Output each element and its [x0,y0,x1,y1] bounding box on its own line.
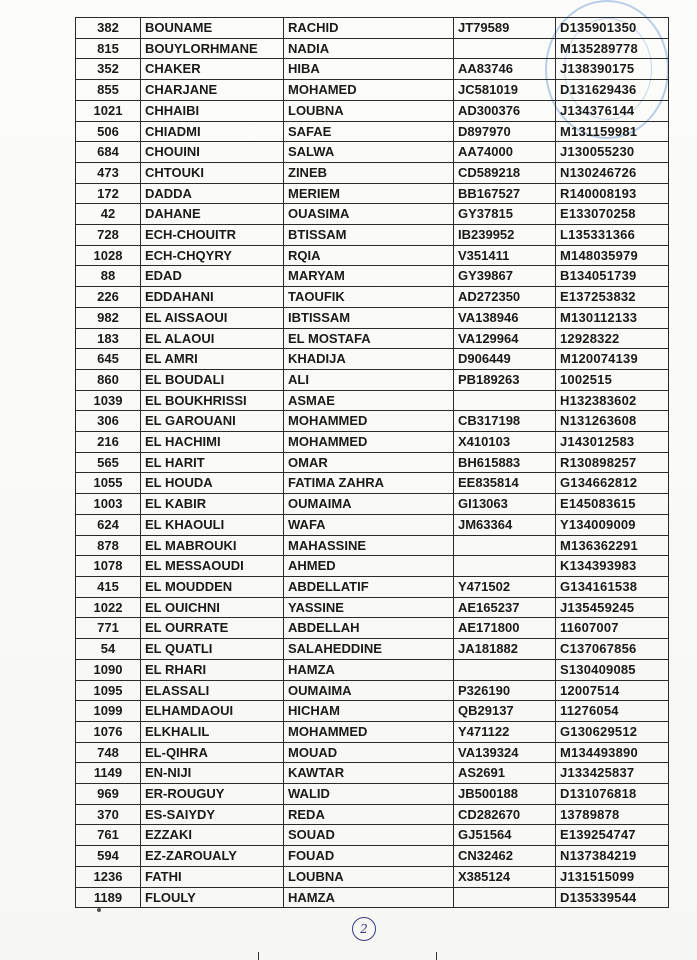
first-name-cell: MAHASSINE [284,535,454,556]
code-number-cell: M131159981 [556,121,669,142]
last-name-cell: EL GAROUANI [141,411,284,432]
row-number-cell: 1149 [76,763,141,784]
first-name-cell: OMAR [284,452,454,473]
id-number-cell: BB167527 [454,183,556,204]
id-number-cell: JA181882 [454,639,556,660]
code-number-cell: D135901350 [556,18,669,39]
code-number-cell: Y134009009 [556,514,669,535]
first-name-cell: TAOUFIK [284,287,454,308]
last-name-cell: DAHANE [141,204,284,225]
row-number-cell: 1028 [76,245,141,266]
last-name-cell: ECH-CHOUITR [141,225,284,246]
last-name-cell: CHAKER [141,59,284,80]
id-number-cell: VA139324 [454,742,556,763]
row-number-cell: 1022 [76,597,141,618]
id-number-cell: EE835814 [454,473,556,494]
first-name-cell: YASSINE [284,597,454,618]
id-number-cell: GJ51564 [454,825,556,846]
table-row [76,701,669,722]
table-row [76,183,669,204]
first-name-cell: LOUBNA [284,866,454,887]
last-name-cell: CHTOUKI [141,162,284,183]
first-name-cell: RQIA [284,245,454,266]
row-number-cell: 1078 [76,556,141,577]
id-number-cell: GY37815 [454,204,556,225]
code-number-cell: M130112133 [556,307,669,328]
last-name-cell: ER-ROUGUY [141,784,284,805]
id-number-cell: CD282670 [454,804,556,825]
last-name-cell: EL HOUDA [141,473,284,494]
table-row [76,287,669,308]
id-number-cell: V351411 [454,245,556,266]
last-name-cell: BOUNAME [141,18,284,39]
table-row [76,556,669,577]
last-name-cell: EDDAHANI [141,287,284,308]
first-name-cell: ABDELLAH [284,618,454,639]
row-number-cell: 878 [76,535,141,556]
last-name-cell: FATHI [141,866,284,887]
row-number-cell: 815 [76,38,141,59]
code-number-cell: M134493890 [556,742,669,763]
id-number-cell [454,390,556,411]
code-number-cell: J135459245 [556,597,669,618]
last-name-cell: EL OURRATE [141,618,284,639]
code-number-cell: N131263608 [556,411,669,432]
code-number-cell: M135289778 [556,38,669,59]
code-number-cell: B134051739 [556,266,669,287]
last-name-cell: BOUYLORHMANE [141,38,284,59]
id-number-cell [454,659,556,680]
last-name-cell: EL ALAOUI [141,328,284,349]
last-name-cell: EZ-ZAROUALY [141,846,284,867]
row-number-cell: 728 [76,225,141,246]
code-number-cell: K134393983 [556,556,669,577]
last-name-cell: EL-QIHRA [141,742,284,763]
candidate-roster-table [75,17,669,908]
row-number-cell: 969 [76,784,141,805]
row-number-cell: 1003 [76,494,141,515]
id-number-cell: P326190 [454,680,556,701]
last-name-cell: ES-SAIYDY [141,804,284,825]
first-name-cell: ALI [284,369,454,390]
table-row [76,535,669,556]
last-name-cell: EL MABROUKI [141,535,284,556]
first-name-cell: BTISSAM [284,225,454,246]
id-number-cell: AE171800 [454,618,556,639]
last-name-cell: EL KHAOULI [141,514,284,535]
id-number-cell: CB317198 [454,411,556,432]
row-number-cell: 1095 [76,680,141,701]
table-row [76,618,669,639]
row-number-cell: 982 [76,307,141,328]
code-number-cell: 11607007 [556,618,669,639]
code-number-cell: C137067856 [556,639,669,660]
first-name-cell: HIBA [284,59,454,80]
table-row [76,680,669,701]
first-name-cell: EL MOSTAFA [284,328,454,349]
first-name-cell: REDA [284,804,454,825]
table-row [76,328,669,349]
code-number-cell: 12007514 [556,680,669,701]
table-row [76,784,669,805]
first-name-cell: MARYAM [284,266,454,287]
id-number-cell: CN32462 [454,846,556,867]
table-row [76,432,669,453]
code-number-cell: G134662812 [556,473,669,494]
table-row [76,576,669,597]
id-number-cell [454,887,556,908]
id-number-cell: Y471122 [454,721,556,742]
row-number-cell: 1076 [76,721,141,742]
row-number-cell: 594 [76,846,141,867]
first-name-cell: OUMAIMA [284,680,454,701]
row-number-cell: 565 [76,452,141,473]
first-name-cell: MOHAMED [284,80,454,101]
code-number-cell: E145083615 [556,494,669,515]
last-name-cell: EL RHARI [141,659,284,680]
first-name-cell: WALID [284,784,454,805]
id-number-cell: VA129964 [454,328,556,349]
id-number-cell: IB239952 [454,225,556,246]
code-number-cell: E139254747 [556,825,669,846]
id-number-cell: PB189263 [454,369,556,390]
last-name-cell: CHHAIBI [141,100,284,121]
id-number-cell: VA138946 [454,307,556,328]
first-name-cell: MOUAD [284,742,454,763]
id-number-cell: X410103 [454,432,556,453]
first-name-cell: NADIA [284,38,454,59]
code-number-cell: D131629436 [556,80,669,101]
table-row [76,494,669,515]
row-number-cell: 415 [76,576,141,597]
ink-dot [97,908,101,912]
table-row [76,162,669,183]
last-name-cell: EL QUATLI [141,639,284,660]
id-number-cell: X385124 [454,866,556,887]
code-number-cell: J143012583 [556,432,669,453]
last-name-cell: EL AISSAOUI [141,307,284,328]
id-number-cell [454,535,556,556]
id-number-cell: JT79589 [454,18,556,39]
row-number-cell: 473 [76,162,141,183]
first-name-cell: OUASIMA [284,204,454,225]
code-number-cell: D135339544 [556,887,669,908]
table-row [76,597,669,618]
last-name-cell: EZZAKI [141,825,284,846]
code-number-cell: 13789878 [556,804,669,825]
id-number-cell: Y471502 [454,576,556,597]
id-number-cell: JB500188 [454,784,556,805]
first-name-cell: FOUAD [284,846,454,867]
last-name-cell: ELKHALIL [141,721,284,742]
row-number-cell: 306 [76,411,141,432]
last-name-cell: EL HACHIMI [141,432,284,453]
id-number-cell: AA83746 [454,59,556,80]
id-number-cell: AD300376 [454,100,556,121]
last-name-cell: CHARJANE [141,80,284,101]
table-row [76,452,669,473]
row-number-cell: 684 [76,142,141,163]
code-number-cell: M120074139 [556,349,669,370]
table-row [76,369,669,390]
first-name-cell: SOUAD [284,825,454,846]
table-row [76,804,669,825]
last-name-cell: EL KABIR [141,494,284,515]
table-row [76,390,669,411]
last-name-cell: EN-NIJI [141,763,284,784]
table-row [76,307,669,328]
row-number-cell: 382 [76,18,141,39]
table-row [76,38,669,59]
code-number-cell: J138390175 [556,59,669,80]
code-number-cell: G134161538 [556,576,669,597]
last-name-cell: EL BOUDALI [141,369,284,390]
row-number-cell: 226 [76,287,141,308]
last-name-cell: EL BOUKHRISSI [141,390,284,411]
table-row [76,721,669,742]
row-number-cell: 1039 [76,390,141,411]
id-number-cell: QB29137 [454,701,556,722]
first-name-cell: HICHAM [284,701,454,722]
last-name-cell: ECH-CHQYRY [141,245,284,266]
first-name-cell: AHMED [284,556,454,577]
table-row [76,846,669,867]
last-name-cell: EL OUICHNI [141,597,284,618]
code-number-cell: H132383602 [556,390,669,411]
id-number-cell [454,38,556,59]
row-number-cell: 771 [76,618,141,639]
table-row [76,639,669,660]
first-name-cell: SAFAE [284,121,454,142]
table-row [76,142,669,163]
first-name-cell: HAMZA [284,659,454,680]
table-row [76,742,669,763]
first-name-cell: OUMAIMA [284,494,454,515]
row-number-cell: 183 [76,328,141,349]
code-number-cell: 1002515 [556,369,669,390]
id-number-cell: AD272350 [454,287,556,308]
row-number-cell: 370 [76,804,141,825]
last-name-cell: EDAD [141,266,284,287]
code-number-cell: E133070258 [556,204,669,225]
row-number-cell: 748 [76,742,141,763]
first-name-cell: LOUBNA [284,100,454,121]
first-name-cell: HAMZA [284,887,454,908]
first-name-cell: WAFA [284,514,454,535]
table-row [76,225,669,246]
row-number-cell: 1055 [76,473,141,494]
last-name-cell: CHIADMI [141,121,284,142]
code-number-cell: L135331366 [556,225,669,246]
id-number-cell: JM63364 [454,514,556,535]
id-number-cell: D897970 [454,121,556,142]
code-number-cell: N137384219 [556,846,669,867]
table-row [76,887,669,908]
code-number-cell: J133425837 [556,763,669,784]
last-name-cell: ELHAMDAOUI [141,701,284,722]
id-number-cell: AE165237 [454,597,556,618]
code-number-cell: S130409085 [556,659,669,680]
id-number-cell: GI13063 [454,494,556,515]
table-row [76,18,669,39]
first-name-cell: KHADIJA [284,349,454,370]
id-number-cell: CD589218 [454,162,556,183]
row-number-cell: 645 [76,349,141,370]
table-row [76,349,669,370]
id-number-cell: JC581019 [454,80,556,101]
first-name-cell: SALWA [284,142,454,163]
first-name-cell: ZINEB [284,162,454,183]
row-number-cell: 761 [76,825,141,846]
row-number-cell: 216 [76,432,141,453]
first-name-cell: SALAHEDDINE [284,639,454,660]
row-number-cell: 172 [76,183,141,204]
code-number-cell: J130055230 [556,142,669,163]
id-number-cell: BH615883 [454,452,556,473]
last-name-cell: DADDA [141,183,284,204]
row-number-cell: 860 [76,369,141,390]
roster-body [76,18,669,908]
row-number-cell: 1189 [76,887,141,908]
table-row [76,245,669,266]
first-name-cell: IBTISSAM [284,307,454,328]
row-number-cell: 352 [76,59,141,80]
row-number-cell: 1236 [76,866,141,887]
last-name-cell: FLOULY [141,887,284,908]
page-number: 2 [352,917,376,941]
code-number-cell: G130629512 [556,721,669,742]
first-name-cell: ABDELLATIF [284,576,454,597]
last-name-cell: EL AMRI [141,349,284,370]
code-number-cell: M136362291 [556,535,669,556]
table-row [76,59,669,80]
table-row [76,80,669,101]
first-name-cell: MOHAMMED [284,411,454,432]
edge-tick-mark [258,952,259,960]
last-name-cell: CHOUINI [141,142,284,163]
last-name-cell: EL MESSAOUDI [141,556,284,577]
id-number-cell: AS2691 [454,763,556,784]
first-name-cell: MOHAMMED [284,432,454,453]
table-row [76,659,669,680]
row-number-cell: 506 [76,121,141,142]
code-number-cell: R140008193 [556,183,669,204]
code-number-cell: 12928322 [556,328,669,349]
last-name-cell: ELASSALI [141,680,284,701]
row-number-cell: 1090 [76,659,141,680]
row-number-cell: 1099 [76,701,141,722]
id-number-cell [454,556,556,577]
code-number-cell: E137253832 [556,287,669,308]
table-row [76,204,669,225]
row-number-cell: 1021 [76,100,141,121]
table-row [76,411,669,432]
first-name-cell: FATIMA ZAHRA [284,473,454,494]
first-name-cell: ASMAE [284,390,454,411]
table-row [76,763,669,784]
row-number-cell: 855 [76,80,141,101]
table-row [76,825,669,846]
row-number-cell: 42 [76,204,141,225]
code-number-cell: J134376144 [556,100,669,121]
first-name-cell: MOHAMMED [284,721,454,742]
row-number-cell: 624 [76,514,141,535]
table-row [76,473,669,494]
edge-tick-mark [436,952,437,960]
row-number-cell: 54 [76,639,141,660]
table-row [76,266,669,287]
code-number-cell: D131076818 [556,784,669,805]
id-number-cell: AA74000 [454,142,556,163]
id-number-cell: D906449 [454,349,556,370]
id-number-cell: GY39867 [454,266,556,287]
first-name-cell: RACHID [284,18,454,39]
table-row [76,100,669,121]
code-number-cell: M148035979 [556,245,669,266]
code-number-cell: R130898257 [556,452,669,473]
table-row [76,121,669,142]
table-row [76,866,669,887]
row-number-cell: 88 [76,266,141,287]
last-name-cell: EL MOUDDEN [141,576,284,597]
first-name-cell: KAWTAR [284,763,454,784]
table-row [76,514,669,535]
code-number-cell: J131515099 [556,866,669,887]
code-number-cell: N130246726 [556,162,669,183]
code-number-cell: 11276054 [556,701,669,722]
first-name-cell: MERIEM [284,183,454,204]
last-name-cell: EL HARIT [141,452,284,473]
